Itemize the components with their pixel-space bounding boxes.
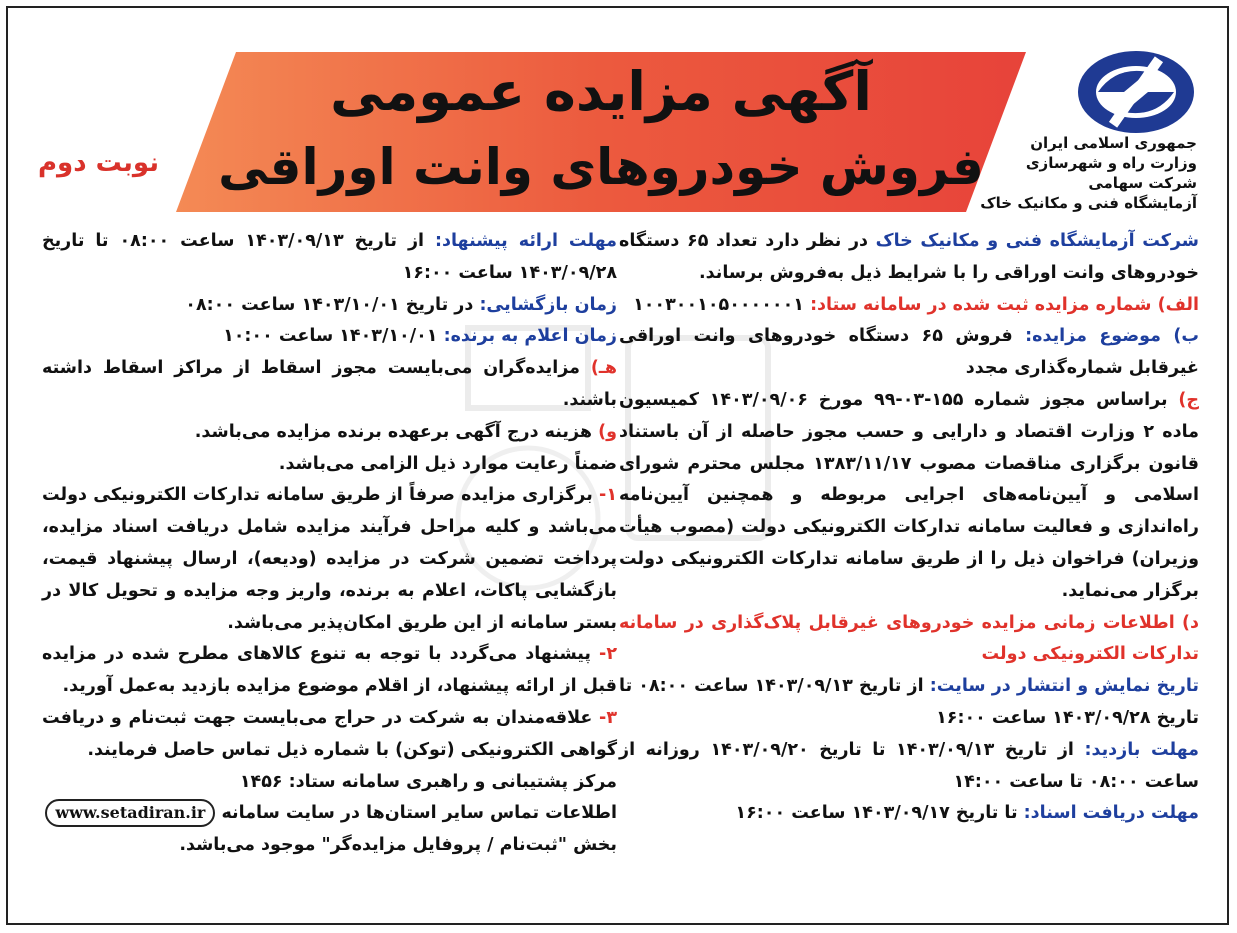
website-link[interactable]: www.setadiran.ir [45,799,215,827]
item-v [42,417,617,449]
note-2-label: ۲- [599,644,617,665]
visit-period [619,735,1199,799]
opening-label: زمان بازگشایی: [479,294,617,315]
visit-label: مهلت بازدید: [1084,739,1200,760]
round-label: نوبت دوم [38,148,159,178]
item-v-value: هزینه درج آگهی برعهده برنده مزایده می‌باشد. [194,421,599,442]
intro-text: در نظر دارد تعداد ۶۵ دستگاه خودروهای وانت اوراقی را با شرایط ذیل به‌فروش برساند. [619,231,1199,283]
docs-label: مهلت دریافت اسناد: [1023,803,1199,824]
advertisement-frame [6,6,1229,925]
title-line-2: فروش خودروهای وانت اوراقی [218,138,984,196]
contact-text: اطلاعات تماس سایر استان‌ها در سایت سامانه [221,803,617,824]
note-1-label: ۱- [599,485,617,506]
note-1 [42,480,617,639]
display-period [619,671,1199,735]
item-c-value: براساس مجوز شماره ۱۵۵-۰۳-۹۹ مورخ ۱۴۰۳/۰۹/۰۶ کمیسیون ماده ۲ وزارت اقتصاد و دارایی و حسب مجوز حاصله از آن باستناد قانون برگزاری مناقصات مصوب ۱۳۸۳/۱۱/۱۷ مجلس محترم شورای اسلامی و آیین‌نامه‌های اجرایی مربوطه و همچنین آیین‌نامه راه‌اندازی و فعالیت سامانه تدارکات الکترونیکی دولت (مصوب هیأت وزیران) فراخوان ذیل را از طریق سامانه تدارکات الکترونیکی دولت برگزار می‌نماید. [619,389,1199,601]
item-h-label: هـ) [590,358,617,379]
note-3-label: ۳- [599,707,617,728]
support-line: مرکز پشتیبانی و راهبری سامانه ستاد: ۱۴۵۶ [239,771,617,792]
item-h [42,353,617,417]
org-line-4: آزمایشگاه فنی و مکانیک خاک [980,194,1197,212]
docs-value: تا تاریخ ۱۴۰۳/۰۹/۱۷ ساعت ۱۶:۰۰ [735,803,1024,824]
company-name: شرکت آزمایشگاه فنی و مکانیک خاک [875,231,1200,251]
item-b-label: ب) موضوع مزایده: [1025,326,1200,347]
note-2-value: پیشنهاد می‌گردد با توجه به تنوع کالاهای مطرح شده در مزایده قبل از ارائه پیشنهاد، از اقلام موضوع مزایده بازدید به‌عمل آورید. [42,644,617,697]
intro-paragraph [619,226,1199,290]
display-label: تاریخ نمایش و انتشار در سایت: [929,676,1199,697]
note-2 [42,639,617,703]
winner-time [42,321,617,353]
opening-time [42,290,617,322]
visit-value: از تاریخ ۱۴۰۳/۰۹/۱۳ تا تاریخ ۱۴۰۳/۰۹/۲۰ روزانه از ساعت ۰۸:۰۰ تا ساعت ۱۴:۰۰ [619,739,1199,792]
item-c-label: ج) [1178,389,1199,410]
company-logo [1076,48,1196,136]
winner-label: زمان اعلام به برنده: [443,326,617,347]
item-b [619,321,1199,385]
note-1-value: برگزاری مزایده صرفاً از طریق سامانه تدارکات الکترونیکی دولت می‌باشد و کلیه مراحل فرآیند مزایده شامل دریافت اسناد مزایده، پرداخت تضمین شرکت در مزایده (ودیعه)، ارسال پیشنهاد قیمت، بازگشایی پاکات، اعلام به برنده، واریز وجه مزایده و تحویل کالا در بستر سامانه از این طریق امکان‌پذیر می‌باشد. [42,485,617,633]
title-banner [176,52,1026,212]
opening-value: در تاریخ ۱۴۰۳/۱۰/۰۱ ساعت ۰۸:۰۰ [185,294,480,315]
org-line-1: جمهوری اسلامی ایران [1030,134,1197,152]
org-line-2: وزارت راه و شهرسازی [1025,154,1197,172]
item-h-value: مزایده‌گران می‌بایست مجوز اسقاط از مراکز اسقاط داشته باشند. [42,358,617,410]
title-line-1: آگهی مزایده عمومی [330,60,872,123]
offer-label: مهلت ارائه پیشنهاد: [434,231,617,251]
display-value: از تاریخ ۱۴۰۳/۰۹/۱۳ ساعت ۰۸:۰۰ تا تاریخ ۱۴۰۳/۰۹/۲۸ ساعت ۱۶:۰۰ [619,676,1199,728]
item-b-value: فروش ۶۵ دستگاه خودروهای وانت اوراقی غیرقابل شماره‌گذاری مجدد [619,326,1199,379]
item-c [619,385,1199,608]
item-v-label: و) [598,421,617,442]
left-column [42,226,617,862]
org-line-3: شرکت سهامی [1088,174,1197,192]
item-a-label: الف) شماره مزایده ثبت شده در سامانه ستاد: [810,294,1199,315]
section-line: بخش "ثبت‌نام / پروفایل مزایده‌گر" موجود می‌باشد. [179,835,617,856]
notice-line: ضمناً رعایت موارد ذیل الزامی می‌باشد. [278,453,617,474]
item-a-value: ۱۰۰۳۰۰۱۰۵۰۰۰۰۰۰۱ [633,294,811,315]
docs-deadline [619,798,1199,830]
winner-value: ۱۴۰۳/۱۰/۰۱ ساعت ۱۰:۰۰ [223,326,444,347]
offer-deadline [42,226,617,290]
offer-value: از تاریخ ۱۴۰۳/۰۹/۱۳ ساعت ۰۸:۰۰ تا تاریخ ۱۴۰۳/۰۹/۲۸ ساعت ۱۶:۰۰ [42,231,617,283]
item-a [619,290,1199,322]
item-d-heading: د) اطلاعات زمانی مزایده خودروهای غیرقابل پلاک‌گذاری در سامانه تدارکات الکترونیکی دولت [619,612,1199,665]
right-column [619,226,1199,830]
note-3-value: علاقه‌مندان به شرکت در حراج می‌بایست جهت ثبت‌نام و دریافت گواهی الکترونیکی (توکن) با شماره ذیل تماس حاصل فرمایند. [42,707,617,760]
note-3 [42,703,617,767]
contact-line [42,798,617,830]
